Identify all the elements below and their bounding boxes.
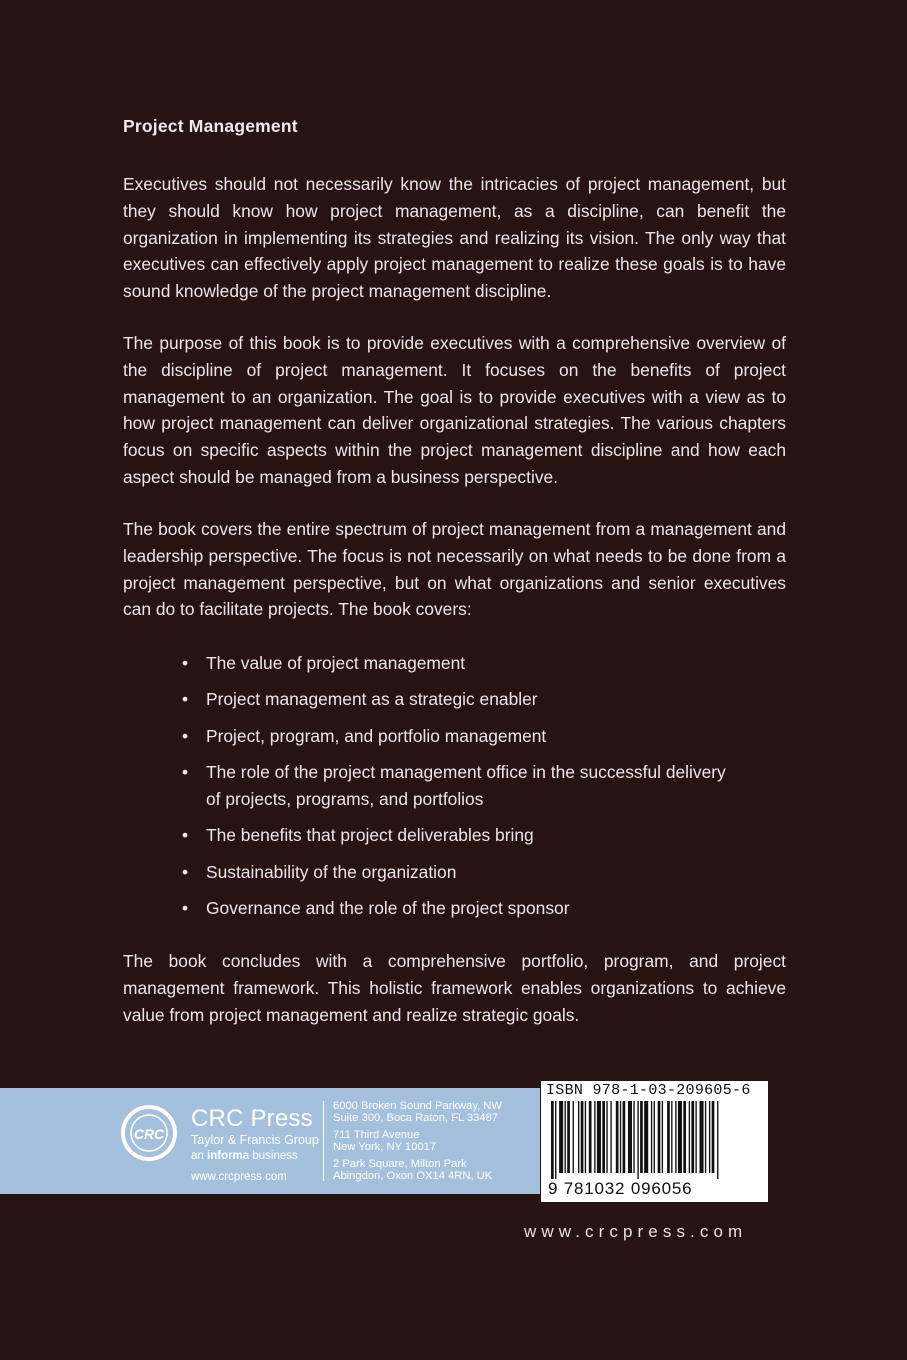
bullet-icon: •: [182, 825, 189, 846]
barcode-bar: [709, 1101, 710, 1173]
barcode-bar: [712, 1101, 715, 1173]
list-item: [180, 822, 740, 849]
bullet-icon: •: [182, 898, 189, 919]
paragraph-coverage: The book covers the entire spectrum of project management from a management and leadership perspective. The focus is not necessarily on what needs to be done from a project management perspective, but on what organizations and senior executives can do to facilitate projects. The book covers:: [123, 519, 786, 620]
barcode-bar: [675, 1101, 676, 1173]
barcode-bar: [662, 1101, 663, 1173]
barcode-bar: [581, 1101, 584, 1173]
list-item-text: Project management as a strategic enabler: [206, 689, 538, 710]
barcode-bar: [597, 1101, 601, 1173]
paragraph-purpose: The purpose of this book is to provide executives with a comprehensive overview of the discipline of project management. It focuses on the benefits of project management to an organization. The goal is to provide executives with a view as to how project management can deliver organizational strategies. The various chapters focus on specific aspects within the project management discipline and how each aspect should be managed from a business perspective.: [123, 333, 786, 487]
list-item: [180, 859, 740, 886]
address-line: New York, NY 10017: [333, 1141, 437, 1153]
barcode-bar: [717, 1101, 718, 1179]
barcode-bar: [620, 1101, 621, 1173]
list-item: [180, 723, 740, 750]
barcode-bar: [628, 1101, 632, 1173]
barcode-bar: [589, 1101, 592, 1173]
list-item-text: Governance and the role of the project sponsor: [206, 898, 570, 919]
publisher-informa: [191, 1150, 298, 1162]
crc-logo-text: CRC: [133, 1126, 165, 1142]
barcode-bar: [559, 1101, 563, 1173]
barcode-bar: [654, 1101, 655, 1173]
barcode-bar: [616, 1101, 619, 1173]
address-line: 6000 Broken Sound Parkway, NW: [333, 1100, 502, 1112]
barcode-bar: [651, 1101, 652, 1173]
list-item: [180, 895, 740, 922]
barcode-bar: [678, 1101, 682, 1173]
barcode-bar: [700, 1101, 704, 1173]
list-item-text: Sustainability of the organization: [206, 861, 457, 882]
website-url[interactable]: www.crcpress.com: [524, 1222, 748, 1241]
bullet-icon: •: [182, 689, 189, 710]
list-item-text: The role of the project management office in the successful delivery of projects, programs, and portfolios: [206, 762, 726, 809]
barcode-bar: [567, 1101, 570, 1173]
paragraph-conclusion: The book concludes with a comprehensive portfolio, program, and project management framework. This holistic framework enables organizations to achieve value from project management and realize strategic goals.: [123, 951, 786, 1025]
isbn-digits: 9 781032 096056: [548, 1179, 693, 1198]
paragraph-intro: Executives should not necessarily know the intricacies of project management, but they should know how project management, as a discipline, can benefit the organization in implementing its strategies and realizing its vision. The only way that executives can effectively apply project management to realize these goals is to have sound knowledge of the project management discipline.: [123, 174, 786, 302]
barcode-bar: [691, 1101, 694, 1173]
list-item: [180, 686, 740, 713]
barcode-bar: [565, 1101, 566, 1173]
barcode-bar: [585, 1101, 586, 1173]
isbn-label: ISBN 978-1-03-209605-6: [546, 1082, 751, 1099]
barcode-bar: [637, 1101, 638, 1179]
address-line: Abingdon, Oxon OX14 4RN, UK: [333, 1170, 493, 1182]
bullet-icon: •: [182, 762, 189, 783]
publisher-web[interactable]: www.crcpress.com: [191, 1171, 287, 1183]
barcode-bar: [671, 1101, 672, 1173]
bullet-icon: •: [182, 725, 189, 746]
barcode-bar: [633, 1101, 634, 1173]
barcode-bar: [594, 1101, 595, 1173]
barcode-bar: [705, 1101, 706, 1173]
barcode-bar: [555, 1101, 556, 1179]
address-line: Suite 300, Boca Raton, FL 33487: [333, 1112, 499, 1124]
address-line: 711 Third Avenue: [333, 1129, 420, 1141]
crc-logo-icon: [120, 1104, 178, 1162]
barcode-bar: [683, 1101, 686, 1173]
publisher-name: CRC Press: [191, 1105, 313, 1132]
informa-prefix: an: [191, 1150, 207, 1162]
bullet-icon: •: [182, 861, 189, 882]
barcode-bar: [610, 1101, 611, 1173]
list-item-text: The benefits that project deliverables bring: [206, 825, 534, 846]
bullet-icon: •: [182, 653, 189, 673]
barcode-bar: [623, 1101, 626, 1173]
barcode-bar: [578, 1101, 579, 1173]
cover-heading: Project Management: [123, 116, 298, 136]
informa-suffix: business: [249, 1150, 298, 1162]
barcode-bar: [644, 1101, 648, 1173]
barcode-bar: [573, 1101, 574, 1173]
barcode-bar: [602, 1101, 605, 1173]
publisher-group: Taylor & Francis Group: [191, 1133, 319, 1147]
barcode-bar: [640, 1101, 643, 1173]
list-item-text: The value of project management: [206, 653, 466, 673]
informa-brand: informa: [207, 1150, 250, 1162]
address-line: 2 Park Square, Milton Park: [333, 1158, 467, 1170]
list-item: [180, 759, 740, 813]
barcode-icon: [541, 1101, 768, 1179]
list-item: [180, 650, 740, 677]
barcode-bar: [658, 1101, 661, 1173]
divider: [323, 1101, 324, 1181]
barcode-bar: [689, 1101, 690, 1173]
topics-list: [180, 650, 740, 932]
barcode-bar: [695, 1101, 696, 1173]
barcode-bar: [667, 1101, 670, 1173]
list-item-text: Project, program, and portfolio management: [206, 725, 547, 746]
barcode-bar: [606, 1101, 607, 1173]
barcode-bar: [551, 1101, 554, 1179]
